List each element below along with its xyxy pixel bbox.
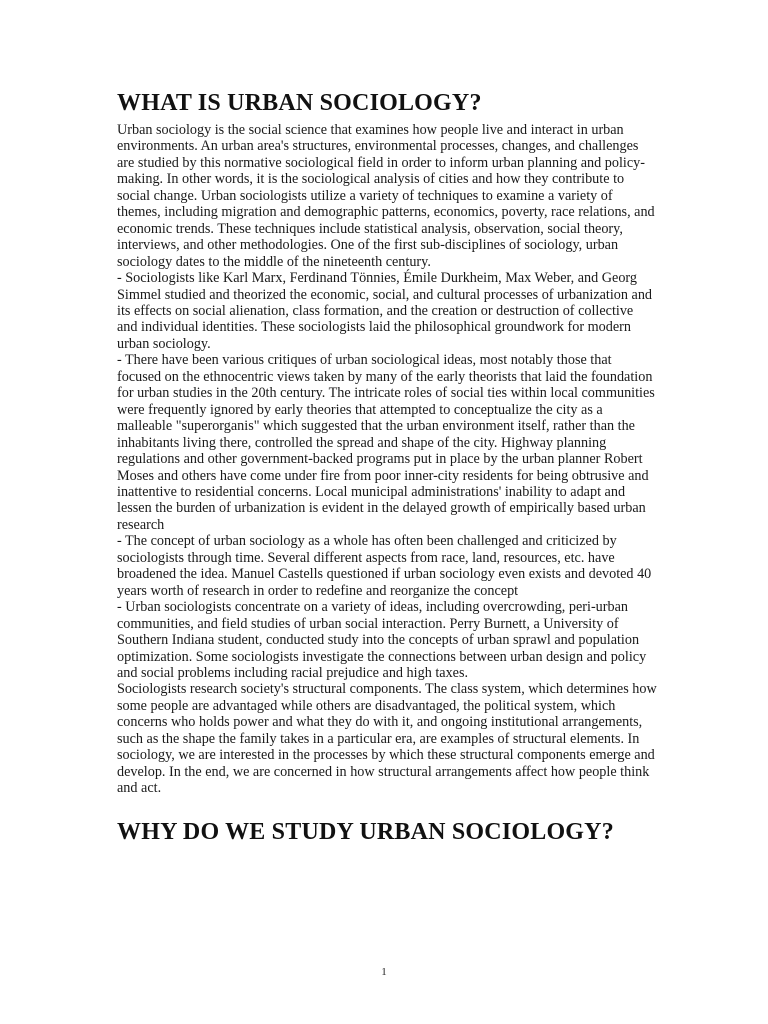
page-number: 1 — [381, 966, 387, 978]
body-paragraph-sociologists: - Sociologists like Karl Marx, Ferdinand Tönnies, Émile Durkheim, Max Weber, and Georg Simmel studied and theorized the economic, social, and cultural processes of urbanization and its effects on social alienation, class formation, and the creation or destruction of collective and individual identities. These sociologists laid the philosophical groundwork for modern urban sociology. — [117, 270, 653, 352]
body-paragraph-critiques: - There have been various critiques of urban sociological ideas, most notably those that focused on the ethnocentric views taken by many of the early theorists that laid the foundation for urban studies in the 20th century. The intricate roles of social ties within local communities were frequently ignored by early theories that attempted to conceptualize the city as a malleable "superorganis" which suggested that the urban environment itself, rather than the inhabitants living there, controlled the spread and shape of the city. Highway planning regulations and other government-backed programs put in place by the urban planner Robert Moses and others have come under fire from poor inner-city residents for being obtrusive and inattentive to residential concerns. Local municipal administrations' inability to adapt and lessen the burden of urbanization is evident in the delayed growth of empirically based urban research — [117, 352, 655, 533]
body-paragraph-concept: - The concept of urban sociology as a whole has often been challenged and criticized by sociologists through time. Several different aspects from race, land, resources, etc. have broadened the idea. Manuel Castells questioned if urban sociology even exists and devoted 40 years worth of research in order to redefine and reorganize the concept — [117, 533, 652, 599]
page-content — [117, 88, 657, 847]
section-heading-why-study: WHY DO WE STUDY URBAN SOCIOLOGY? — [117, 818, 614, 845]
body-paragraph-intro: Urban sociology is the social science that examines how people live and interact in urban environments. An urban area's structures, environmental processes, changes, and challenges are studied by this normative sociological field in order to inform urban planning and policy-making. In other words, it is the sociological analysis of cities and how they contribute to social change. Urban sociologists utilize a variety of techniques to examine a variety of themes, including migration and demographic patterns, economics, poverty, race relations, and economic trends. These techniques include statistical analysis, observation, social theory, interviews, and other methodologies. One of the first sub-disciplines of sociology, urban sociology dates to the middle of the nineteenth century. — [117, 122, 655, 270]
body-paragraph-structural: Sociologists research society's structural components. The class system, which determines how some people are advantaged while others are disadvantaged, the political system, which concerns who holds power and what they do with it, and ongoing institutional arrangements, such as the shape the family takes in a particular era, are examples of structural elements. In sociology, we are interested in the processes by which these structural components emerge and develop. In the end, we are concerned in how structural arrangements affect how people think and act. — [117, 681, 657, 797]
section-heading-what-is: WHAT IS URBAN SOCIOLOGY? — [117, 90, 482, 116]
body-paragraph-ideas: - Urban sociologists concentrate on a variety of ideas, including overcrowding, peri-urban communities, and field studies of urban social interaction. Perry Burnett, a University of Southern Indiana student, conducted study into the concepts of urban sprawl and population optimization. Some sociologists investigate the connections between urban design and policy and social problems including racial prejudice and high taxes. — [117, 599, 647, 681]
